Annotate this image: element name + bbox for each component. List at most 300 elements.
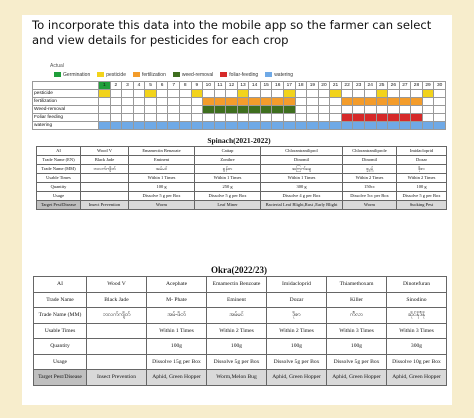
schedule-cell [99,98,111,106]
schedule-cell [145,90,157,98]
day-header: 5 [145,82,157,90]
table-header-row [34,277,447,293]
schedule-cell [133,114,145,122]
column-header: Imidacloprid [397,147,447,156]
day-header: 16 [272,82,284,90]
table-cell: Within 2 Times [267,323,327,339]
schedule-cell [237,122,249,130]
schedule-cell [307,114,319,122]
schedule-cell [364,90,376,98]
row-header: Trade Name [34,292,87,308]
day-header: 21 [330,82,342,90]
day-header: 11 [214,82,226,90]
table-cell: Aphid, Green Hopper [267,370,327,386]
schedule-cell [145,114,157,122]
schedule-cell [249,90,261,98]
schedule-cell [272,114,284,122]
schedule-row [33,122,446,130]
schedule-cell [284,106,296,114]
row-header: Usage [34,354,87,370]
schedule-cell [330,98,342,106]
schedule-legend [54,70,446,79]
table-row [34,339,447,355]
legend-label: foliar-feeding [229,71,259,78]
schedule-cell [203,122,215,130]
schedule-cell [318,122,330,130]
schedule-cell [295,98,307,106]
schedule-cell [388,106,400,114]
schedule-row [33,114,446,122]
schedule-cell [191,114,203,122]
table-cell: Bacterial Leaf Blight,Rust ,Early Blight [261,201,343,210]
table-row [34,308,447,324]
day-header: 10 [203,82,215,90]
schedule-cell [110,114,122,122]
table-cell: Eminent [129,156,195,165]
schedule-cell [226,114,238,122]
row-header: Target Pest/Disease [34,370,87,386]
day-header: 18 [295,82,307,90]
table-cell [87,323,147,339]
schedule-cell [411,98,423,106]
column-header: Wood V [81,147,129,156]
schedule-cell [330,114,342,122]
schedule-cell [99,90,111,98]
activity-label: Foliar feeding [33,114,99,122]
table-row [34,354,447,370]
schedule-cell [318,114,330,122]
table-cell: Within 1 Times [129,174,195,183]
day-header: 9 [191,82,203,90]
schedule-cell [341,106,353,114]
column-header: Wood V [87,277,147,293]
spinach-pesticide-table [36,146,447,210]
table-row [37,201,447,210]
day-header: 3 [122,82,134,90]
schedule-cell [399,106,411,114]
schedule-cell [110,98,122,106]
table-cell: ကီလာ [327,308,387,324]
schedule-cell [122,106,134,114]
legend-swatch [173,72,180,77]
column-header: Imidacloprid [267,277,327,293]
schedule-cell [179,90,191,98]
schedule-cell [307,122,319,130]
row-header: Quantity [34,339,87,355]
table-cell [81,183,129,192]
schedule-cell [260,114,272,122]
schedule-cell [411,114,423,122]
table-row [34,370,447,386]
schedule-cell [226,90,238,98]
day-header: 30 [434,82,446,90]
table-cell: Sinodino [387,292,447,308]
table-row [34,292,447,308]
legend-label: watering [274,71,294,78]
table-cell: Insect Prevention [81,201,129,210]
schedule-cell [179,106,191,114]
schedule-cell [168,114,180,122]
schedule-row [33,90,446,98]
schedule-cell [284,122,296,130]
table-cell: Within 3 Times [327,323,387,339]
schedule-cell [191,90,203,98]
schedule-cell [272,106,284,114]
schedule-cell [364,98,376,106]
table-cell: Dissolve 5 g per Box [397,192,447,201]
legend-item [133,72,166,78]
schedule-cell [168,106,180,114]
schedule-cell [422,98,434,106]
schedule-cell [330,90,342,98]
table-cell [87,354,147,370]
schedule-cell [226,98,238,106]
column-header: Cattap [195,147,261,156]
crop-schedule-chart [32,63,446,130]
schedule-cell [353,98,365,106]
day-header: 17 [284,82,296,90]
table-cell: Dissolve 5g per Box [267,354,327,370]
schedule-cell [214,106,226,114]
schedule-cell [249,114,261,122]
schedule-cell [388,122,400,130]
legend-item [173,72,213,78]
schedule-cell [353,114,365,122]
row-header: Target Pest/Disease [37,201,81,210]
table-cell: ဒူပွန့် [343,165,397,174]
schedule-cell [376,114,388,122]
schedule-cell [145,98,157,106]
schedule-cell [318,90,330,98]
legend-swatch [220,72,227,77]
schedule-cell [272,98,284,106]
legend-label: pesticide [106,71,126,78]
table-cell: 100g [327,339,387,355]
table-cell: Dissolve 10g per Box [387,354,447,370]
schedule-cell [214,98,226,106]
schedule-cell [295,114,307,122]
schedule-cell [422,90,434,98]
day-header: 13 [237,82,249,90]
column-header: Emamectin Benzoate [207,277,267,293]
schedule-cell [237,90,249,98]
schedule-cell [434,106,446,114]
schedule-cell [284,98,296,106]
table-cell: Dissolve 4 g per Box [261,192,343,201]
okra-pesticide-table [33,276,447,386]
day-header: 22 [341,82,353,90]
schedule-cell [330,122,342,130]
table-cell [87,339,147,355]
table-cell: Within 1 Times [147,323,207,339]
table-cell: Sucking Pest [397,201,447,210]
okra-table-title: Okra(2022/23) [211,265,267,275]
table-cell: ဘလက်ကျိတ် [81,165,129,174]
activity-label: watering [33,122,99,130]
schedule-cell [307,90,319,98]
column-header: Acephate [147,277,207,293]
legend-item [265,72,293,78]
legend-swatch [265,72,272,77]
column-header: Chlorantraniliprol [261,147,343,156]
table-cell: Aphid, Green Hopper [327,370,387,386]
column-header: AI [34,277,87,293]
schedule-cell [168,122,180,130]
table-cell: Dissolve 15g per Box [147,354,207,370]
row-header: Trade Name (MM) [34,308,87,324]
schedule-cell [399,90,411,98]
schedule-cell [434,90,446,98]
table-cell: Dissolve 5cc per Box [343,192,397,201]
schedule-cell [307,106,319,114]
schedule-cell [434,98,446,106]
schedule-cell [191,122,203,130]
column-header: AI [37,147,81,156]
table-cell: Black Jade [87,292,147,308]
schedule-cell [341,114,353,122]
table-cell: ဇွန်တ [195,165,261,174]
schedule-cell [399,98,411,106]
schedule-cell [156,122,168,130]
table-cell: ဒိုဇာ [267,308,327,324]
schedule-cell [203,98,215,106]
table-header-row [37,147,447,156]
row-header: Usage [37,192,81,201]
schedule-cell [260,106,272,114]
table-cell: ဆိုင်နိုဒီနို [387,308,447,324]
table-cell: Within 3 Times [387,323,447,339]
table-cell: ဘလက်ကျိတ် [87,308,147,324]
schedule-cell [411,90,423,98]
legend-item [54,72,90,78]
table-cell: Zonthre [195,156,261,165]
table-cell: 250 g [195,183,261,192]
table-row [37,183,447,192]
table-cell: အမ်မင် [129,165,195,174]
legend-item [97,72,126,78]
table-row [37,192,447,201]
schedule-cell [272,90,284,98]
schedule-cell [284,114,296,122]
legend-item [220,72,258,78]
day-header: 26 [388,82,400,90]
day-header: 25 [376,82,388,90]
day-header: 27 [399,82,411,90]
schedule-cell [99,106,111,114]
schedule-cell [110,122,122,130]
schedule-cell [341,98,353,106]
day-header: 24 [364,82,376,90]
schedule-cell [99,114,111,122]
schedule-cell [353,90,365,98]
schedule-cell [249,106,261,114]
day-header: 4 [133,82,145,90]
schedule-cell [399,114,411,122]
table-row [37,165,447,174]
table-cell: Within 1 Times [261,174,343,183]
schedule-cell [156,90,168,98]
table-cell: 100 g [129,183,195,192]
activity-label: pesticide [33,90,99,98]
day-header: 28 [411,82,423,90]
day-header: 23 [353,82,365,90]
schedule-cell [376,122,388,130]
legend-label: Germination [63,71,91,78]
schedule-cell [122,98,134,106]
schedule-cell [237,98,249,106]
schedule-cell [214,114,226,122]
schedule-cell [203,90,215,98]
schedule-cell [122,90,134,98]
day-header: 12 [226,82,238,90]
schedule-cell [133,98,145,106]
activity-label: fertilization [33,98,99,106]
row-header: Quantity [37,183,81,192]
schedule-cell [295,106,307,114]
schedule-cell [388,90,400,98]
table-cell: အမ်မင် [207,308,267,324]
schedule-cell [156,98,168,106]
schedule-cell [388,114,400,122]
schedule-cell [110,90,122,98]
row-header: Trade Name (EN) [37,156,81,165]
schedule-cell [156,106,168,114]
schedule-cell [145,106,157,114]
table-cell: 100g [147,339,207,355]
table-cell: Dozar [267,292,327,308]
table-cell: 300 g [261,183,343,192]
schedule-cell [434,122,446,130]
schedule-cell [133,122,145,130]
schedule-cell [249,122,261,130]
column-header: Chlorantraniliprole [343,147,397,156]
schedule-cell [272,122,284,130]
table-cell: Within 1 Times [195,174,261,183]
schedule-cell [376,106,388,114]
table-cell: Worm [129,201,195,210]
schedule-cell [318,106,330,114]
table-row [37,174,447,183]
schedule-cell [156,114,168,122]
table-cell: 100g [267,339,327,355]
schedule-cell [330,106,342,114]
day-header: 6 [156,82,168,90]
schedule-cell [341,122,353,130]
table-cell: 100g [207,339,267,355]
schedule-cell [422,106,434,114]
schedule-cell [364,106,376,114]
table-cell: Within 2 Times [343,174,397,183]
table-cell: Eminent [207,292,267,308]
schedule-cell [364,122,376,130]
schedule-cell [203,106,215,114]
legend-swatch [133,72,140,77]
schedule-cell [411,106,423,114]
row-header: Usable Times [34,323,87,339]
schedule-cell [237,106,249,114]
schedule-cell [260,90,272,98]
table-cell: Dinomil [261,156,343,165]
schedule-cell [411,122,423,130]
legend-label: fertilization [141,71,166,78]
table-cell: Dissolve 5g per Box [207,354,267,370]
schedule-grid [32,81,446,130]
schedule-cell [295,122,307,130]
table-cell: Dinomil [343,156,397,165]
day-header: 7 [168,82,180,90]
schedule-cell [318,98,330,106]
table-cell: Within 2 Times [397,174,447,183]
schedule-cell [110,106,122,114]
table-cell: Black Jade [81,156,129,165]
day-header: 2 [110,82,122,90]
schedule-cell [191,98,203,106]
day-header: 8 [179,82,191,90]
table-row [37,156,447,165]
schedule-cell [191,106,203,114]
page-heading: To incorporate this data into the mobile app so the farmer can select and view details for pesticides for each crop [32,18,432,47]
schedule-cell [133,106,145,114]
schedule-cell [295,90,307,98]
table-cell: Worm,Melon Bug [207,370,267,386]
schedule-cell [133,90,145,98]
table-cell [81,192,129,201]
schedule-cell [168,90,180,98]
activity-label: Weed-removal [33,106,99,114]
schedule-cell [284,90,296,98]
schedule-cell [214,122,226,130]
table-cell: 150cc [343,183,397,192]
table-cell: 300g [387,339,447,355]
row-header: Usable Times [37,174,81,183]
schedule-cell [353,106,365,114]
table-cell: Dozar [397,156,447,165]
table-cell: Dissolve 5g per Box [327,354,387,370]
table-cell: အမ်-ဖိတ် [147,308,207,324]
schedule-cell [203,114,215,122]
day-header: 15 [260,82,272,90]
day-header: 29 [422,82,434,90]
spinach-table-title: Spinach(2021-2022) [207,136,271,145]
table-cell [81,174,129,183]
table-cell: ဒိုဇာ [397,165,447,174]
schedule-cell [179,98,191,106]
schedule-cell [260,98,272,106]
schedule-cell [179,114,191,122]
schedule-cell [249,98,261,106]
schedule-cell [307,98,319,106]
column-header: Dinotefuran [387,277,447,293]
legend-label: weed-removal [181,71,214,78]
schedule-cell [168,98,180,106]
schedule-cell [364,114,376,122]
legend-swatch [54,72,61,77]
day-header: 20 [318,82,330,90]
schedule-cell [214,90,226,98]
table-cell: Killer [327,292,387,308]
schedule-cell [122,122,134,130]
schedule-cell [341,90,353,98]
schedule-cell [422,114,434,122]
actual-label: Actual [50,63,64,69]
schedule-cell [376,90,388,98]
schedule-cell [122,114,134,122]
table-cell: Leaf Miner [195,201,261,210]
column-header: Thiamethoxam [327,277,387,293]
schedule-cell [99,122,111,130]
corner-cell [33,82,99,90]
schedule-cell [353,122,365,130]
